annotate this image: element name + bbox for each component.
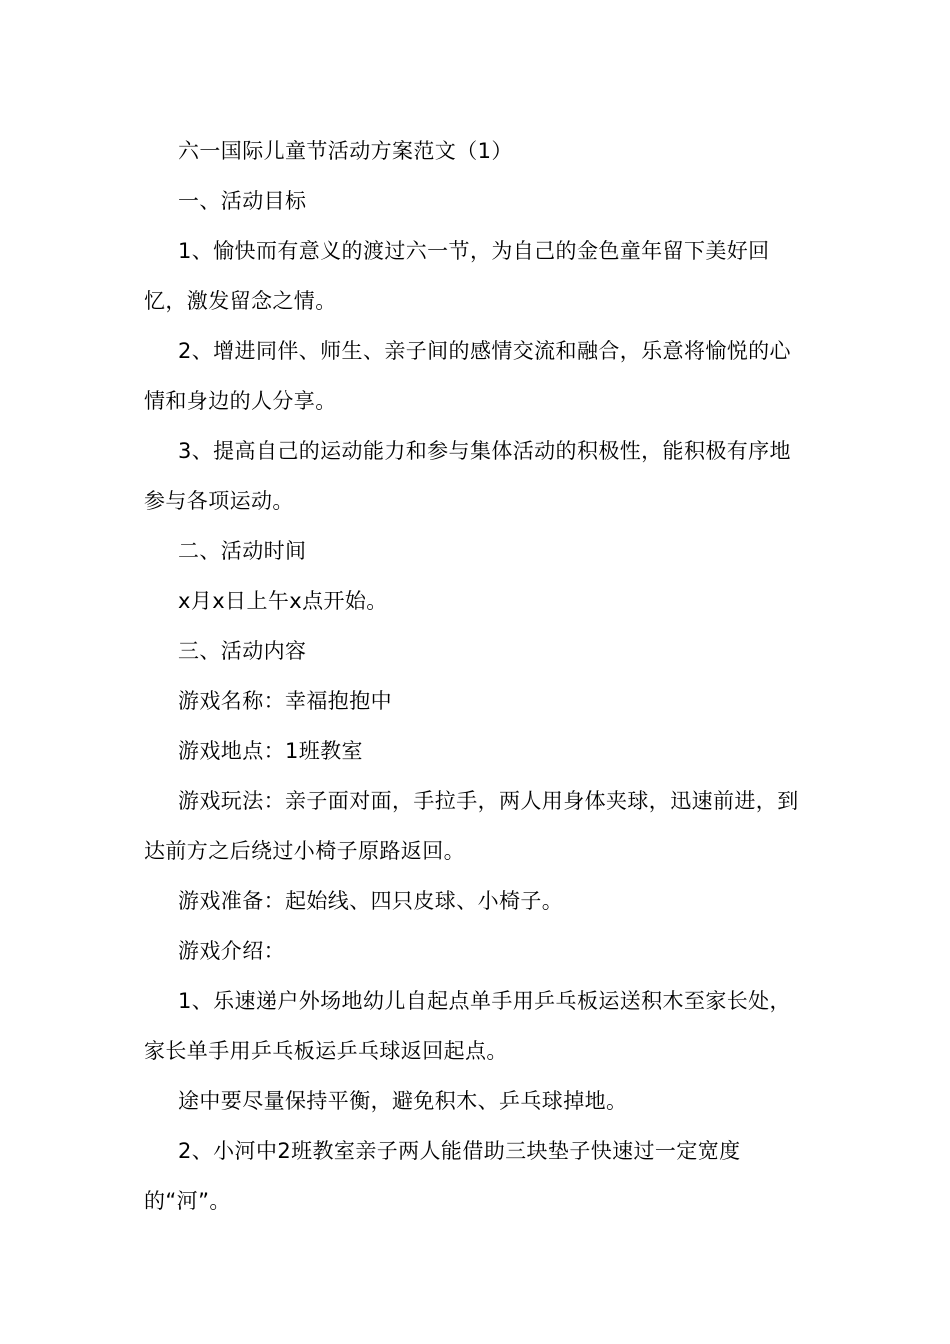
section-heading-content: 三、活动内容 [178, 639, 307, 663]
paragraph-game-prep: 游戏准备：起始线、四只皮球、小椅子。 [178, 889, 564, 913]
paragraph-game-name: 游戏名称：幸福抱抱中 [178, 689, 392, 713]
section-heading-goals: 一、活动目标 [178, 189, 307, 213]
paragraph-game-intro: 游戏介绍： [178, 939, 285, 963]
document-body [144, 126, 808, 1226]
paragraph-intro-2: 2、小河中2班教室亲子两人能借助三块垫子快速过一定宽度的“河”。 [144, 1139, 741, 1213]
paragraph-intro-1: 1、乐速递户外场地幼儿自起点单手用乒乓板运送积木至家长处，家长单手用乒乓板运乒乓球返回起点。 [144, 989, 791, 1063]
paragraph-game-location: 游戏地点：1班教室 [178, 739, 363, 763]
section-heading-time: 二、活动时间 [178, 539, 307, 563]
paragraph-goal-3: 3、提高自己的运动能力和参与集体活动的积极性，能积极有序地参与各项运动。 [144, 439, 791, 513]
paragraph-goal-1: 1、愉快而有意义的渡过六一节，为自己的金色童年留下美好回忆，激发留念之情。 [144, 239, 770, 313]
paragraph-game-rules: 游戏玩法：亲子面对面，手拉手，两人用身体夹球，迅速前进，到达前方之后绕过小椅子原路返回。 [144, 789, 799, 863]
document-title: 六一国际儿童节活动方案范文（1） [178, 139, 513, 163]
paragraph-intro-note: 途中要尽量保持平衡，避免积木、乒乓球掉地。 [178, 1089, 628, 1113]
paragraph-goal-2: 2、增进同伴、师生、亲子间的感情交流和融合，乐意将愉悦的心情和身边的人分享。 [144, 339, 791, 413]
paragraph-time: x月x日上午x点开始。 [178, 589, 388, 613]
